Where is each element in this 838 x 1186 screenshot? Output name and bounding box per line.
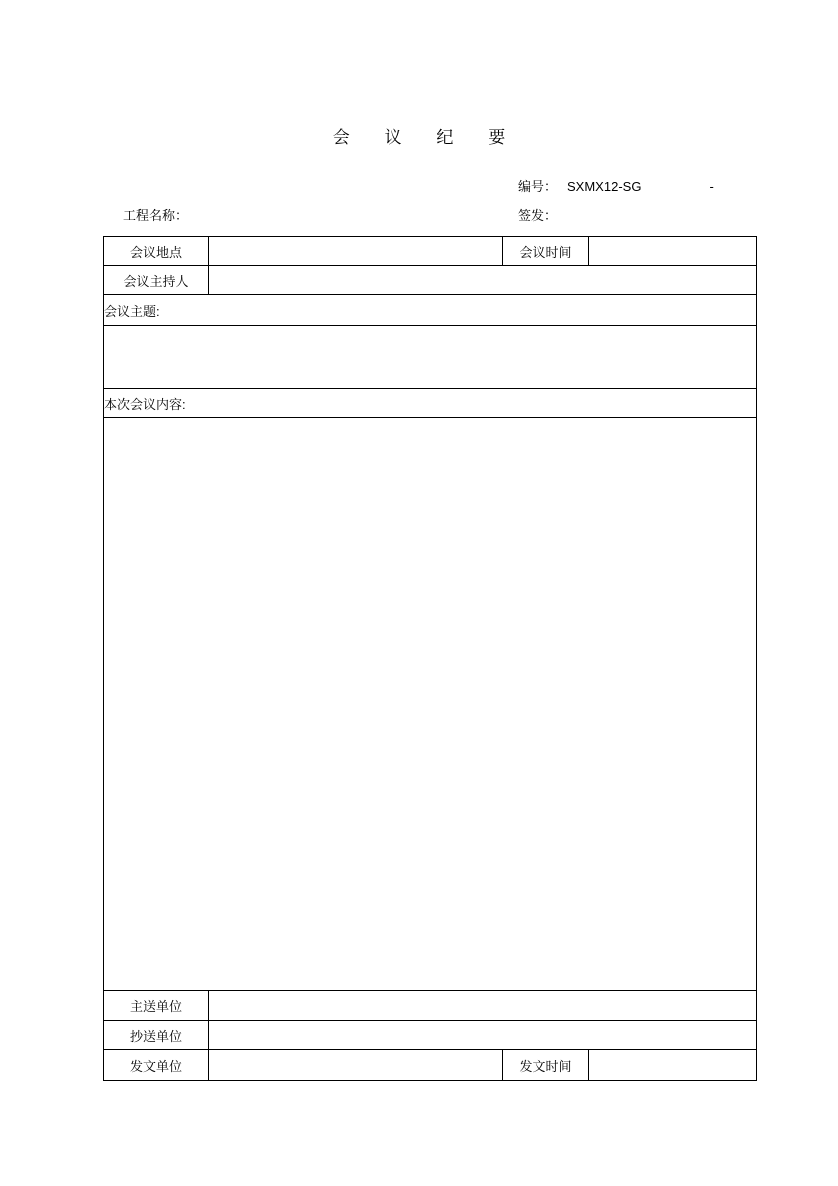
- meeting-topic-body-cell[interactable]: [104, 326, 757, 389]
- meeting-place-value-cell[interactable]: [209, 237, 503, 266]
- issue-unit-label: 发文单位: [104, 1050, 209, 1081]
- issue-time-label: 发文时间: [503, 1050, 589, 1081]
- document-number-line: [518, 179, 714, 194]
- meeting-content-label: 本次会议内容:: [104, 389, 757, 418]
- number-dash: -: [709, 179, 714, 194]
- meeting-topic-label: 会议主题:: [104, 295, 757, 326]
- row-meeting-content-label: [104, 389, 757, 418]
- main-send-unit-label: 主送单位: [104, 991, 209, 1021]
- issue-unit-value-cell[interactable]: [209, 1050, 503, 1081]
- row-meeting-topic-label: [104, 295, 757, 326]
- row-meeting-content-body: [104, 418, 757, 991]
- row-meeting-topic-body: [104, 326, 757, 389]
- main-send-unit-value-cell[interactable]: [209, 991, 757, 1021]
- meeting-minutes-form-table: [103, 236, 757, 1081]
- row-meeting-place: [104, 237, 757, 266]
- meeting-host-value-cell[interactable]: [209, 266, 757, 295]
- sign-issue-label: 签发：: [518, 208, 558, 223]
- row-copy-send-unit: [104, 1021, 757, 1050]
- meeting-content-body-cell[interactable]: [104, 418, 757, 991]
- document-title: 会议纪要: [332, 128, 541, 147]
- row-meeting-host: [104, 266, 757, 295]
- number-label: 编号：: [518, 179, 558, 194]
- meeting-place-label: 会议地点: [104, 237, 209, 266]
- row-main-send-unit: [104, 991, 757, 1021]
- copy-send-unit-value-cell[interactable]: [209, 1021, 757, 1050]
- issue-time-value-cell[interactable]: [589, 1050, 757, 1081]
- meeting-time-label: 会议时间: [503, 237, 589, 266]
- row-issue-unit: [104, 1050, 757, 1081]
- meeting-host-label: 会议主持人: [104, 266, 209, 295]
- project-name-label: 工程名称：: [123, 208, 189, 223]
- copy-send-unit-label: 抄送单位: [104, 1021, 209, 1050]
- meeting-time-value-cell[interactable]: [589, 237, 757, 266]
- number-value: SXMX12-SG: [567, 179, 642, 194]
